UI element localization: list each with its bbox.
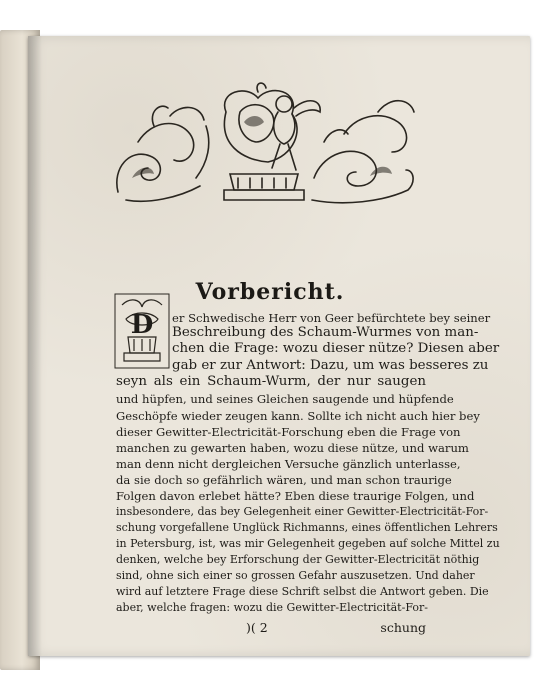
page-title: Vorbericht.: [195, 278, 345, 305]
text-line: insbesondere, das bey Gelegenheit einer Gewitter-Electricität-For-: [116, 505, 489, 518]
page-footer: [116, 620, 426, 636]
headpiece-ornament: [108, 82, 420, 210]
signature-mark: )( 2: [246, 620, 268, 635]
text-line: in Petersburg, ist, was mir Gelegenheit gegeben auf solche Mittel zu: [116, 537, 500, 550]
text-line: wird auf letztere Frage diese Schrift selbst die Antwort geben. Die: [116, 585, 489, 598]
text-line: aber, welche fragen: wozu die Gewitter-Electricität-For-: [116, 601, 428, 614]
text-line: Folgen davon erlebet hätte? Eben diese traurige Folgen, und: [116, 489, 475, 503]
catchword: schung: [380, 620, 426, 635]
text-line: er Schwedische Herr von Geer befürchtete bey seiner: [172, 311, 491, 325]
text-line: man denn nicht dergleichen Versuche gänzlich unterlasse,: [116, 457, 461, 471]
spine-shadow: [28, 36, 42, 656]
text-line: gab er zur Antwort: Dazu, um was besseres zu: [172, 358, 489, 373]
text-line: denken, welche bey Erforschung der Gewitter-Electricität nöthig: [116, 553, 480, 566]
decorated-initial-ornament: [114, 293, 170, 369]
text-line: seyn als ein Schaum-Wurm, der nur saugen: [116, 374, 426, 389]
text-line: dieser Gewitter-Electricität-Forschung eben die Frage von: [116, 425, 461, 439]
text-line: manchen zu gewarten haben, wozu diese nütze, und warum: [116, 441, 469, 455]
initial-letter: D: [130, 310, 154, 340]
text-line: Geschöpfe wieder zeugen kann. Sollte ich nicht auch hier bey: [116, 409, 480, 423]
text-line: chen die Frage: wozu dieser nütze? Diesen aber: [172, 341, 500, 356]
text-line: da sie doch so gefährlich wären, und man schon traurige: [116, 473, 452, 487]
text-line: Beschreibung des Schaum-Wurmes von man-: [172, 325, 479, 340]
text-line: sind, ohne sich einer so grossen Gefahr auszusetzen. Und daher: [116, 569, 475, 582]
text-line: schung vorgefallene Unglück Richmanns, eines öffentlichen Lehrers: [116, 521, 498, 534]
text-line: und hüpfen, und seines Gleichen saugende und hüpfende: [116, 392, 454, 406]
